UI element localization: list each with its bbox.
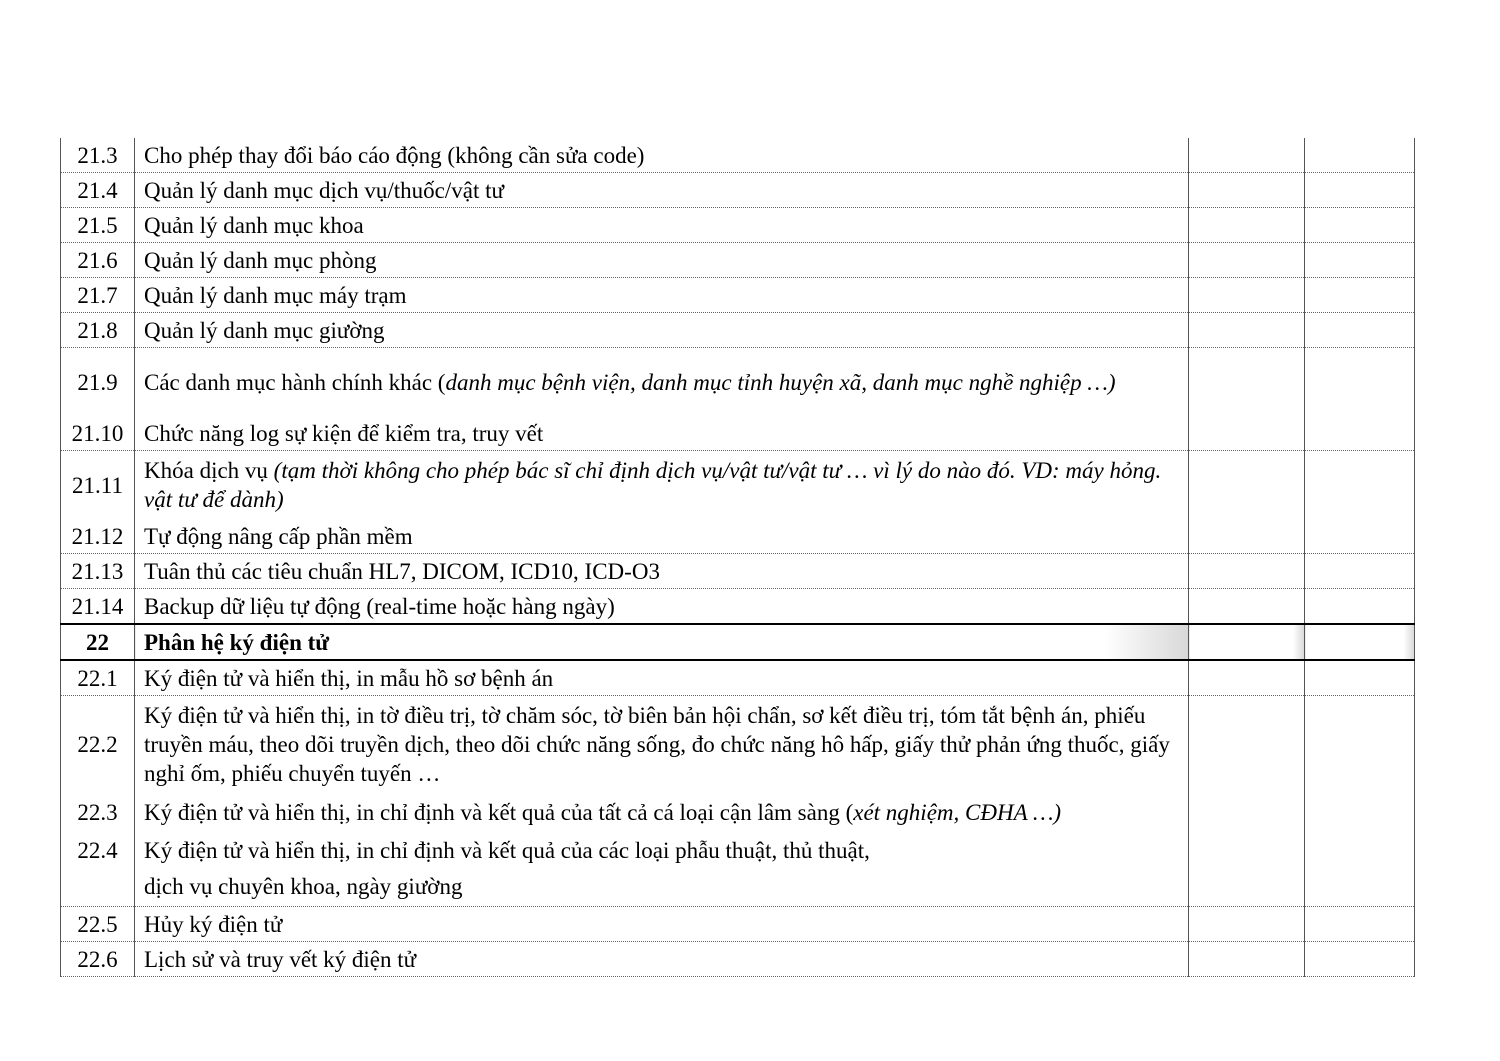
row-description: Quản lý danh mục giường: [135, 313, 1189, 348]
table-row: [61, 831, 1415, 907]
row-number: 21.10: [61, 416, 135, 451]
row-number: 21.3: [61, 138, 135, 173]
empty-cell: [1305, 907, 1415, 942]
empty-cell: [1189, 519, 1305, 554]
empty-cell: [1305, 696, 1415, 794]
empty-cell: [1305, 942, 1415, 977]
row-number: 21.8: [61, 313, 135, 348]
row-number: 22.1: [61, 660, 135, 696]
empty-cell: [1189, 831, 1305, 907]
row-number: 22.5: [61, 907, 135, 942]
empty-cell: [1189, 554, 1305, 589]
empty-cell: [1189, 208, 1305, 243]
empty-cell: [1189, 660, 1305, 696]
empty-cell: [1189, 624, 1305, 660]
row-number: 21.4: [61, 173, 135, 208]
table-row: [61, 519, 1415, 554]
row-description: Ký điện tử và hiển thị, in mẫu hồ sơ bệnh án: [135, 660, 1189, 696]
row-description-italic: (tạm thời không cho phép bác sĩ chỉ định dịch vụ/vật tư/vật tư … vì lý do nào đó. VD: máy hỏng. vật tư để dành): [144, 458, 1162, 512]
row-description: [135, 793, 1189, 831]
table-row: [61, 942, 1415, 977]
row-number: 21.11: [61, 451, 135, 520]
table-row: [61, 278, 1415, 313]
empty-cell: [1305, 589, 1415, 625]
row-description-text: Các danh mục hành chính khác (: [144, 369, 446, 395]
empty-cell: [1305, 278, 1415, 313]
row-number: 22.6: [61, 942, 135, 977]
row-number: 21.14: [61, 589, 135, 625]
row-description: Chức năng log sự kiện để kiểm tra, truy vết: [135, 416, 1189, 451]
requirements-table: [60, 138, 1415, 977]
row-description: Cho phép thay đổi báo cáo động (không cần sửa code): [135, 138, 1189, 173]
empty-cell: [1305, 554, 1415, 589]
table-row: [61, 793, 1415, 831]
empty-cell: [1189, 942, 1305, 977]
row-number: 22.3: [61, 793, 135, 831]
empty-cell: [1189, 348, 1305, 417]
empty-cell: [1305, 173, 1415, 208]
empty-cell: [1305, 138, 1415, 173]
row-description: Tuân thủ các tiêu chuẩn HL7, DICOM, ICD10, ICD-O3: [135, 554, 1189, 589]
row-description: [135, 451, 1189, 520]
row-description: Lịch sử và truy vết ký điện tử: [135, 942, 1189, 977]
section-title: Phân hệ ký điện tử: [135, 624, 1189, 660]
row-description: Quản lý danh mục khoa: [135, 208, 1189, 243]
row-description: Quản lý danh mục máy trạm: [135, 278, 1189, 313]
table-row: [61, 173, 1415, 208]
row-number: 21.12: [61, 519, 135, 554]
empty-cell: [1305, 313, 1415, 348]
empty-cell: [1305, 243, 1415, 278]
row-description: Tự động nâng cấp phần mềm: [135, 519, 1189, 554]
empty-cell: [1189, 313, 1305, 348]
row-description-text: Ký điện tử và hiển thị, in chỉ định và kết quả của tất cả cá loại cận lâm sàng (: [144, 799, 854, 825]
table-row: [61, 348, 1415, 417]
empty-cell: [1189, 243, 1305, 278]
table-row: [61, 660, 1415, 696]
empty-cell: [1189, 793, 1305, 831]
row-description: [135, 831, 1189, 907]
empty-cell: [1305, 519, 1415, 554]
row-description-italic: xét nghiệm, CĐHA …): [853, 799, 1062, 825]
empty-cell: [1189, 416, 1305, 451]
table-row: [61, 208, 1415, 243]
table-row: [61, 554, 1415, 589]
table-row: [61, 589, 1415, 625]
empty-cell: [1189, 696, 1305, 794]
row-description: Backup dữ liệu tự động (real-time hoặc hàng ngày): [135, 589, 1189, 625]
table-row: [61, 243, 1415, 278]
row-number: 21.13: [61, 554, 135, 589]
row-number: 22.4: [61, 831, 135, 907]
row-description: Ký điện tử và hiển thị, in tờ điều trị, tờ chăm sóc, tờ biên bản hội chẩn, sơ kết điều trị, tóm tắt bệnh án, phiếu truyền máu, theo dõi truyền dịch, theo dõi chức năng sống, đo chức năng hô hấp, giấy thử phản ứng thuốc, giấy nghỉ ốm, phiếu chuyển tuyến …: [135, 696, 1189, 794]
row-description-text: Khóa dịch vụ: [144, 458, 274, 483]
table-row: [61, 696, 1415, 794]
empty-cell: [1305, 624, 1415, 660]
row-number: 21.9: [61, 348, 135, 417]
row-number: 22.2: [61, 696, 135, 794]
row-number: 21.7: [61, 278, 135, 313]
section-header-row: [61, 624, 1415, 660]
row-description: Quản lý danh mục dịch vụ/thuốc/vật tư: [135, 173, 1189, 208]
row-description: [135, 348, 1189, 417]
row-description-italic: danh mục bệnh viện, danh mục tỉnh huyện xã, danh mục nghề nghiệp …): [445, 369, 1116, 395]
empty-cell: [1305, 348, 1415, 417]
table-row: [61, 313, 1415, 348]
empty-cell: [1305, 793, 1415, 831]
empty-cell: [1189, 907, 1305, 942]
empty-cell: [1189, 451, 1305, 520]
row-description-text: Ký điện tử và hiển thị, in chỉ định và kết quả của các loại phẫu thuật, thủ thuật,: [144, 838, 870, 863]
table-row: [61, 451, 1415, 520]
empty-cell: [1189, 138, 1305, 173]
empty-cell: [1189, 589, 1305, 625]
table-row: [61, 907, 1415, 942]
empty-cell: [1305, 208, 1415, 243]
row-number: 21.5: [61, 208, 135, 243]
empty-cell: [1305, 660, 1415, 696]
empty-cell: [1189, 173, 1305, 208]
row-description-continued: dịch vụ chuyên khoa, ngày giường: [144, 874, 463, 899]
empty-cell: [1305, 416, 1415, 451]
row-number: 21.6: [61, 243, 135, 278]
empty-cell: [1189, 278, 1305, 313]
table-row: [61, 138, 1415, 173]
row-description: Hủy ký điện tử: [135, 907, 1189, 942]
section-number: 22: [61, 624, 135, 660]
empty-cell: [1305, 451, 1415, 520]
table-row: [61, 416, 1415, 451]
empty-cell: [1305, 831, 1415, 907]
row-description: Quản lý danh mục phòng: [135, 243, 1189, 278]
